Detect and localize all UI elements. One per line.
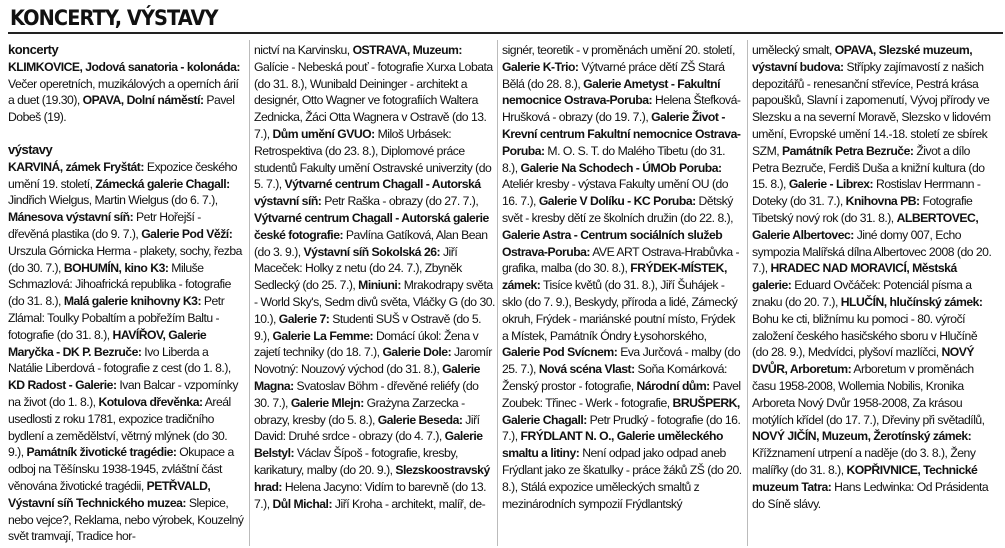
listing-text: Jiří David: Druhé srdce - obrazy (do 4. 7.), <box>254 412 480 444</box>
listing-text: Studenti SUŠ v Ostravě (do 5. 9.), <box>254 311 481 343</box>
column-3 <box>502 42 743 544</box>
venue-name: OPAVA, Slezské muzeum, výstavní budova: <box>752 43 973 74</box>
listing-text: Helena Štefková-Hrušková - obrazy (do 19. 7.), <box>502 93 741 125</box>
venue-name: Miniuni: <box>358 278 401 293</box>
venue-name: FRÝDEK-MÍSTEK, zámek: <box>502 261 727 293</box>
column-divider <box>497 40 498 546</box>
venue-name: Galerie Astra - Centrum sociálních služeb Ostrava-Poruba: <box>502 227 723 259</box>
listing-text: Domácí úkol: Žena v zajetí techniky (do 18. 7.), <box>254 328 479 360</box>
listing-text: Bohu ke cti, bližnímu ku pomoci - 80. výročí založení českého hasičského sboru v Hlučíně (do 28. 9.), Medvídci, plyšoví mazlíčci, <box>752 311 978 360</box>
venue-name: KOPŘIVNICE, Technické muzeum Tatra: <box>752 462 978 494</box>
venue-name: HRADEC NAD MORAVICÍ, Městská galerie: <box>752 261 957 293</box>
column-4-text <box>752 42 993 512</box>
listing-text: Expozice českého umění 19. století, <box>8 159 238 191</box>
venue-name: Galerie Belstyl: <box>254 429 483 461</box>
column-divider <box>747 40 748 546</box>
venue-name: PETŘVALD, Výstavní síň Technického muzea: <box>8 478 211 510</box>
venue-name: Malá galerie knihovny K3: <box>63 294 202 309</box>
listing-text: Václav Šípoš - fotografie, kresby, karikatury, malby (do 20. 9.), <box>254 446 458 477</box>
venue-name: Galerie Magna: <box>254 362 480 393</box>
listing-text: Miloš Urbásek: Retrospektiva (do 23. 8.), Diplomové práce studentů Fakulty umění Ostravské univerzity (do 5. 7.), <box>254 126 492 192</box>
column-3-text <box>502 42 743 512</box>
venue-name: Důl Michal: <box>272 496 333 511</box>
venue-name: KLIMKOVICE, Jodová sanatoria - kolonáda: <box>8 59 240 74</box>
listing-text: umělecký smalt, <box>752 43 835 57</box>
listing-text: Okupace a odboj na Těšínsku 1938-1945, zvláštní část věnována životické tragédii, <box>8 445 234 493</box>
column-4 <box>752 42 993 544</box>
listing-text: Ateliér kresby - výstava Fakulty umění OU (do 16. 7.), <box>502 177 729 209</box>
listing-text: Jaromír Novotný: Nouzový východ (do 31. 8.), <box>254 345 492 377</box>
listing-text: Areál usedlosti z roku 1781, expozice tradičního bydlení a zemědělství, větrný mlýnek (do 30. 9.), <box>8 394 231 460</box>
venue-name: BOHUMÍN, kino K3: <box>63 260 169 275</box>
venue-name: Mánesova výstavní síň: <box>8 210 134 225</box>
listing-text: Petr Raška - obrazy (do 27. 7.), <box>321 194 479 209</box>
venue-name: Galerie Beseda: <box>377 412 463 427</box>
venue-name: FRÝDLANT N. O., Galerie uměleckého smaltu a litiny: <box>502 429 723 461</box>
venue-name: Slezskoostravský hrad: <box>254 462 490 494</box>
listing-text: Grażyna Zarzecka - obrazy, kresby (do 5. 8.), <box>254 395 465 427</box>
masthead <box>0 0 1005 36</box>
venue-name: Galerie K-Trio: <box>502 59 579 74</box>
venue-name: KD Radost - Galerie: <box>8 378 117 393</box>
venue-name: Památník Petra Bezruče: <box>782 143 914 158</box>
column-2 <box>254 42 495 544</box>
venue-name: Galerie Na Schodech - ÚMOb Poruba: <box>520 160 722 175</box>
listing-text: Eduard Ovčáček: Potenciál písma a znaku (do 20. 7.), <box>752 278 972 309</box>
venue-name: BRUŠPERK, Galerie Chagall: <box>502 395 740 427</box>
listing-text: Urszula Górnicka Herma - plakety, sochy, řezba (do 30. 7.), <box>8 243 242 275</box>
listing-text: Tisíce květů (do 31. 8.), Jiří Šuhájek - sklo (do 7. 9.), Beskydy, příroda a lidé, Zámecký okruh, Frýdek - mariánské poutní místo, Frýdek a Místek, Památník Óndry Łysohorského, <box>502 278 738 343</box>
listing-text: Mrakodrapy světa - World Sky's, Sedm divů světa, Vláčky G (do 30. 10.), <box>254 278 495 326</box>
listing-text: Arboretum v proměnách času 1958-2008, Wollemia Nobilis, Kronika Arboreta Nový Dvůr 1958-2008, Za krásou motýlích křídel (do 17. 7.), Dřeviny při světadílů, <box>752 362 985 427</box>
listing-text: Večer operetních, muzikálových a operních árií a duet (19.30), <box>8 76 239 108</box>
venue-name: ALBERTOVEC, Galerie Albertovec: <box>752 210 979 242</box>
listing-text: Pavlína Gatíková, Alan Bean (do 3. 9.), <box>254 227 488 259</box>
listing-text: M. O. S. T. do Malého Tibetu (do 31. 8.), <box>502 143 725 175</box>
listing-text: Život a dílo Petra Bezruče, Ferdiš Duša a knižní kultura (do 15. 8.), <box>752 143 985 192</box>
venue-name: Výtvarné centrum Chagall - Autorská výstavní síň: <box>254 177 481 209</box>
venue-name: NOVÝ DVŮR, Arboretum: <box>752 345 975 377</box>
column-divider <box>249 40 250 546</box>
listing-text: signér, teoretik - v proměnách umění 20. století, <box>502 43 735 57</box>
listing-text: Ivan Balcar - vzpomínky na život (do 1. 8.), <box>8 378 238 409</box>
venue-name: OSTRAVA, Muzeum: <box>352 43 462 57</box>
venue-name: Dům umění GVUO: <box>272 126 375 141</box>
listing-text: Helena Jacyno: Vidím to barevně (do 13. 7.), <box>254 479 486 511</box>
venue-name: HLUČÍN, hlučínský zámek: <box>840 294 983 309</box>
listing-text: nictví na Karvinsku, <box>254 43 353 57</box>
venue-name: Galerie Pod Věží: <box>141 226 233 241</box>
venue-name: OPAVA, Dolní náměstí: <box>82 93 204 108</box>
venue-name: Výtvarné centrum Chagall - Autorská galerie české fotografie: <box>254 210 489 242</box>
venue-name: Knihovna PB: <box>845 194 920 209</box>
listing-text: Výtvarné práce dětí ZŠ Stará Bělá (do 28. 8.), <box>502 59 725 91</box>
listing-text: Jiné domy 007, Echo sympozia Malířská dílna Albertovec 2008 (do 20. 7.), <box>752 227 992 276</box>
listing-text: Křížznamení utrpení a naděje (do 3. 8.), Ženy malířky (do 31. 8.), <box>752 446 976 477</box>
listing-text: Střípky zajímavostí z našich depozitářů - renesanční střevíce, Pestrá krása papoušků, Slavní i zapomenutí, Vývoj přírody ve Slezsku a na severní Moravě, Slezsko v lidovém umění, Evropské umění 14.-18. století ze sbírek SZM, <box>752 59 991 158</box>
column-2-text <box>254 42 495 512</box>
section-heading-koncerty: koncerty <box>8 42 59 57</box>
listing-text: Pavel Dobeš (19). <box>8 93 235 125</box>
section-heading-vystavy: výstavy <box>8 141 53 157</box>
venue-name: Národní dům: <box>636 378 710 393</box>
venue-name: Nová scéna Vlast: <box>538 362 635 377</box>
listing-text: Galície - Nebeská pouť - fotografie Xurxa Lobata (do 31. 8.), Wunibald Deininger - architekt a designér, Otto Wagner ve fotografiích Waltera Zednicka, Žáci Otta Wagnera v Ostravě (do 13. 7.), <box>254 59 493 141</box>
venue-name: KARVINÁ, zámek Fryštát: <box>8 159 144 174</box>
listing-text: Pavel Zoubek: Třinec - Werk - fotografie, <box>502 378 741 410</box>
koncerty-text <box>8 59 244 126</box>
listing-text: Dětský svět - kresby dětí ze školních družin (do 22. 8.), <box>502 194 734 225</box>
listing-text: Petr Zlámal: Toulky Pobaltím a pobřežím Baltu - fotografie (do 31. 8.), <box>8 294 225 342</box>
venue-name: Zámecká galerie Chagall: <box>95 176 230 191</box>
masthead-rule <box>8 32 1003 34</box>
listing-text: Miluše Schmazlová: Jihoafrická republika - fotografie (do 31. 8.), <box>8 260 231 309</box>
listing-text: Petr Hořejší - dřevěná plastika (do 9. 7.), <box>8 210 201 241</box>
listing-text: Ivo Liberda a Natálie Liberdová - fotografie z cest (do 1. 8.), <box>8 344 231 376</box>
venue-name: HAVÍŘOV, Galerie Maryčka - DK P. Bezruče: <box>8 327 207 359</box>
listing-text: Rostislav Herrmann - Doteky (do 31. 7.), <box>752 177 981 209</box>
venue-name: Galerie La Femme: <box>272 328 374 343</box>
venue-name: Galerie 7: <box>278 311 330 326</box>
venue-name: NOVÝ JIČÍN, Muzeum, Žerotínský zámek: <box>752 429 972 444</box>
listing-text: Eva Jurčová - malby (do 25. 7.), <box>502 345 741 377</box>
venue-name: Výstavní síň Sokolská 26: <box>303 244 441 259</box>
vystavy-text <box>8 159 244 544</box>
venue-name: Galerie Dole: <box>382 345 452 360</box>
listing-text: Petr Prudký - fotografie (do 16. 7.), <box>502 412 741 444</box>
listing-text: AVE ART Ostrava-Hrabůvka - grafika, malba (do 30. 8.), <box>502 244 740 276</box>
listing-text: Jiří Maceček: Holky z netu (do 24. 7.), Zbyněk Sedlecký (do 25. 7.), <box>254 244 462 293</box>
listing-text: Soňa Komárková: Ženský prostor - fotografie, <box>502 362 727 393</box>
venue-name: Galerie Ametyst - Fakultní nemocnice Ostrava-Poruba: <box>502 76 721 108</box>
venue-name: Galerie Pod Svícnem: <box>502 345 618 360</box>
venue-name: Kotulova dřevěnka: <box>98 394 203 409</box>
listing-text: Jindřich Wielgus, Martin Wielgus (do 6. 7.), <box>8 193 218 208</box>
listing-text: Hans Ledwinka: Od Prásidenta do Síně slávy. <box>752 479 989 511</box>
listing-text: Fotografie Tibetský nový rok (do 31. 8.), <box>752 194 973 225</box>
venue-name: Galerie - Librex: <box>788 177 874 192</box>
venue-name: Galerie V Dolíku - KC Poruba: <box>538 194 696 209</box>
venue-name: Galerie Život - Krevní centrum Fakultní nemocnice Ostrava-Poruba: <box>502 110 741 158</box>
column-1 <box>8 42 244 544</box>
venue-name: Galerie Mlejn: <box>290 395 364 410</box>
page-title: KONCERTY, VÝSTAVY <box>10 6 218 30</box>
venue-name: Památník životické tragédie: <box>26 445 177 460</box>
listing-text: Slepice, nebo vejce?, Reklama, nebo výrobek, Kouzelný svět tramvají, Tradice hor- <box>8 495 244 544</box>
listing-text: Svatoslav Böhm - dřevěné reliéfy (do 30. 7.), <box>254 378 479 410</box>
listing-text: Není odpad jako odpad aneb Frýdlant jako ze škatulky - práce žáků ZŠ (do 20. 8.), Stálá expozice uměleckých smaltů z mezinárodních sympozií Frýdlantský <box>502 446 742 511</box>
listing-text: Jiří Kroha - architekt, malíř, de- <box>332 496 486 511</box>
